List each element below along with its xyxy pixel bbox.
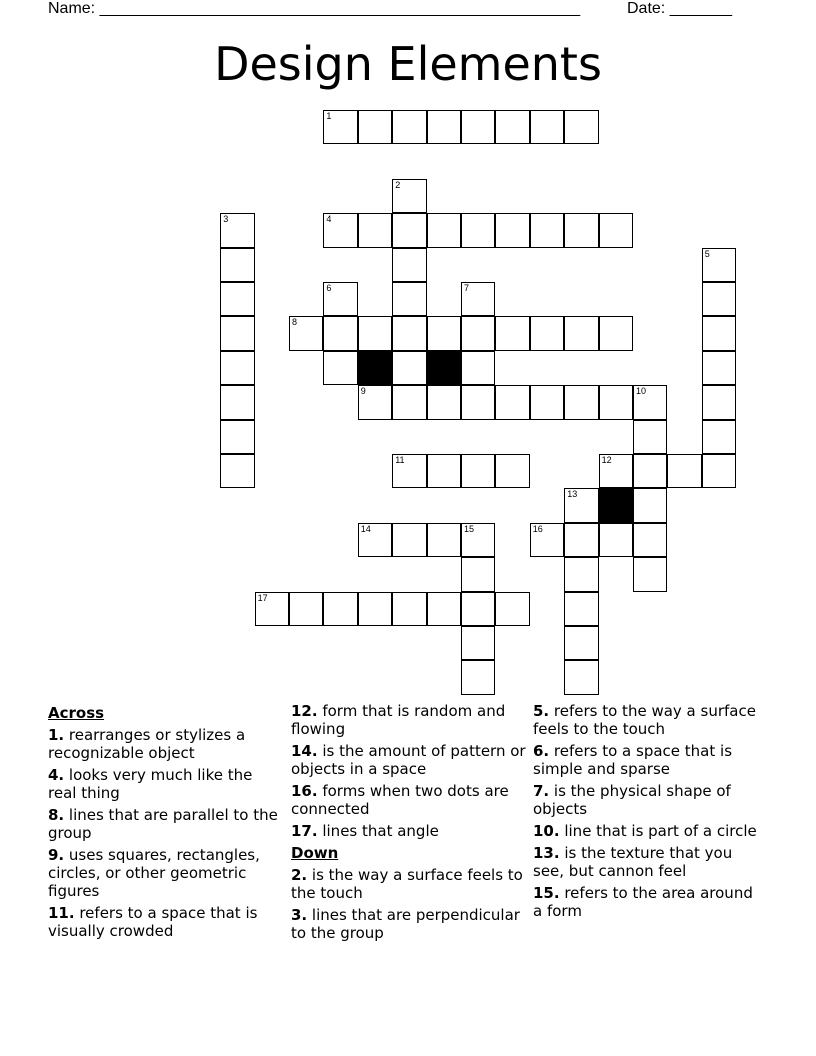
grid-cell[interactable]	[564, 592, 598, 626]
grid-cell[interactable]	[461, 454, 495, 488]
grid-cell[interactable]	[427, 592, 461, 626]
clue-item-text: looks very much like the real thing	[48, 766, 253, 802]
grid-cell[interactable]	[323, 213, 357, 247]
page-title: Design Elements	[214, 37, 602, 91]
clue-item-text: lines that angle	[317, 822, 439, 840]
clue-number: 6	[326, 283, 332, 293]
grid-cell[interactable]	[358, 385, 392, 419]
grid-cell[interactable]	[564, 626, 598, 660]
clue-item	[533, 742, 761, 778]
clue-number: 9	[360, 386, 366, 397]
clue-item-number: 1.	[48, 726, 65, 744]
grid-cell[interactable]	[564, 660, 598, 694]
clue-number: 15	[464, 523, 475, 534]
clue-item	[48, 726, 283, 762]
grid-cell[interactable]	[358, 592, 392, 626]
grid-cell[interactable]	[358, 110, 392, 144]
grid-cell[interactable]	[495, 385, 529, 419]
clue-item-number: 8.	[48, 806, 65, 824]
grid-cell[interactable]	[495, 213, 529, 247]
grid-cell[interactable]	[461, 557, 495, 591]
grid-cell[interactable]	[289, 592, 323, 626]
black-cell	[427, 351, 461, 385]
clues-column-1	[48, 702, 283, 944]
grid-cell[interactable]	[564, 488, 598, 522]
clue-item-text: refers to a space that is simple and sparse	[533, 742, 733, 778]
clue-number: 3	[223, 214, 229, 225]
grid-cell[interactable]	[358, 523, 392, 557]
clue-item	[48, 806, 283, 842]
grid-cell[interactable]	[392, 110, 426, 144]
clue-number: 7	[464, 283, 470, 293]
clue-item-number: 7.	[533, 782, 550, 800]
grid-cell[interactable]	[427, 523, 461, 557]
grid-cell[interactable]	[220, 454, 254, 488]
clue-item-text: is the physical shape of objects	[533, 782, 731, 818]
grid-cell[interactable]	[702, 420, 736, 454]
clue-item-number: 17.	[291, 822, 318, 840]
clue-item	[533, 822, 761, 840]
clue-item-number: 4.	[48, 766, 65, 784]
grid-cell[interactable]	[495, 592, 529, 626]
grid-cell[interactable]	[427, 454, 461, 488]
clue-item-text: is the way a surface feels to the touch	[291, 866, 523, 902]
grid-cell[interactable]	[220, 420, 254, 454]
grid-cell[interactable]	[633, 454, 667, 488]
clue-item-text: line that is part of a circle	[559, 822, 757, 840]
grid-cell[interactable]	[702, 351, 736, 385]
clue-item-text: refers to the way a surface feels to the touch	[533, 702, 756, 738]
clue-item-number: 3.	[291, 906, 308, 924]
across-heading: Across	[48, 704, 105, 722]
grid-cell[interactable]	[530, 316, 564, 350]
across-clue-list-continued	[291, 702, 529, 840]
grid-cell[interactable]	[461, 385, 495, 419]
grid-cell[interactable]	[461, 351, 495, 385]
grid-cell[interactable]	[323, 351, 357, 385]
grid-cell[interactable]	[530, 213, 564, 247]
clue-item	[48, 766, 283, 802]
grid-cell[interactable]	[392, 592, 426, 626]
grid-cell[interactable]	[392, 213, 426, 247]
grid-cell[interactable]	[599, 385, 633, 419]
clue-item	[291, 822, 529, 840]
clue-number: 1	[326, 111, 332, 121]
grid-cell[interactable]	[461, 316, 495, 350]
grid-cell[interactable]	[633, 523, 667, 557]
grid-cell[interactable]	[220, 351, 254, 385]
grid-cell[interactable]	[599, 523, 633, 557]
grid-cell[interactable]	[461, 592, 495, 626]
black-cell	[358, 351, 392, 385]
grid-cell[interactable]	[392, 248, 426, 282]
grid-cell[interactable]	[599, 454, 633, 488]
clue-item-text: uses squares, rectangles, circles, or other geometric figures	[48, 846, 260, 900]
clues-column-2	[291, 702, 529, 946]
grid-cell[interactable]	[495, 316, 529, 350]
clue-item-number: 11.	[48, 904, 75, 922]
clue-item-number: 15.	[533, 884, 560, 902]
grid-cell[interactable]	[702, 385, 736, 419]
grid-cell[interactable]	[392, 179, 426, 213]
clue-item	[533, 782, 761, 818]
grid-cell[interactable]	[599, 316, 633, 350]
grid-cell[interactable]	[427, 316, 461, 350]
clue-item	[291, 782, 529, 818]
grid-cell[interactable]	[564, 110, 598, 144]
down-clue-list-continued	[533, 702, 761, 920]
clue-number: 11	[395, 455, 405, 465]
clue-item-text: is the texture that you see, but cannon feel	[533, 844, 733, 880]
clue-item-number: 13.	[533, 844, 560, 862]
clue-item-number: 16.	[291, 782, 318, 800]
grid-cell[interactable]	[220, 248, 254, 282]
grid-cell[interactable]	[564, 557, 598, 591]
clues-column-3	[533, 702, 761, 924]
grid-cell[interactable]	[702, 282, 736, 316]
grid-cell[interactable]	[323, 592, 357, 626]
grid-cell[interactable]	[220, 282, 254, 316]
grid-cell[interactable]	[392, 316, 426, 350]
grid-cell[interactable]	[461, 660, 495, 694]
clue-number: 5	[704, 248, 710, 259]
clue-item-number: 9.	[48, 846, 65, 864]
clue-item	[533, 844, 761, 880]
grid-cell[interactable]	[427, 213, 461, 247]
grid-cell[interactable]	[530, 110, 564, 144]
name-field[interactable]: Name: ______________________________________________________	[48, 0, 581, 17]
clue-item-text: is the amount of pattern or objects in a space	[291, 742, 526, 778]
clue-item-number: 6.	[533, 742, 550, 760]
grid-cell[interactable]	[392, 385, 426, 419]
clue-item-text: forms when two dots are connected	[291, 782, 509, 818]
grid-cell[interactable]	[323, 110, 357, 144]
clue-item	[291, 866, 529, 902]
grid-cell[interactable]	[495, 110, 529, 144]
grid-cell[interactable]	[461, 110, 495, 144]
clue-item	[533, 884, 761, 920]
clue-number: 4	[326, 214, 332, 225]
clue-item-number: 10.	[533, 822, 560, 840]
grid-cell[interactable]	[461, 213, 495, 247]
clue-item-text: refers to the area around a form	[533, 884, 753, 920]
clue-item-number: 5.	[533, 702, 550, 720]
grid-cell[interactable]	[495, 454, 529, 488]
clue-item-number: 12.	[291, 702, 318, 720]
grid-cell[interactable]	[323, 282, 357, 316]
down-clue-list	[291, 866, 529, 942]
clue-item	[291, 702, 529, 738]
clue-number: 13	[567, 489, 578, 500]
grid-cell[interactable]	[564, 523, 598, 557]
grid-cell[interactable]	[633, 420, 667, 454]
grid-cell[interactable]	[530, 523, 564, 557]
grid-cell[interactable]	[702, 316, 736, 350]
grid-cell[interactable]	[702, 248, 736, 282]
clue-item-number: 14.	[291, 742, 318, 760]
grid-cell[interactable]	[220, 316, 254, 350]
clue-item	[291, 906, 529, 942]
grid-cell[interactable]	[427, 385, 461, 419]
grid-cell[interactable]	[220, 385, 254, 419]
clue-number: 8	[292, 317, 298, 328]
across-clue-list	[48, 726, 283, 940]
grid-cell[interactable]	[633, 557, 667, 591]
grid-cell[interactable]	[667, 454, 701, 488]
clue-number: 17	[257, 592, 268, 603]
grid-cell[interactable]	[564, 316, 598, 350]
grid-cell[interactable]	[289, 316, 323, 350]
black-cell	[599, 488, 633, 522]
grid-cell[interactable]	[392, 454, 426, 488]
grid-cell[interactable]	[530, 385, 564, 419]
grid-cell[interactable]	[220, 213, 254, 247]
clue-item-text: lines that are perpendicular to the group	[291, 906, 520, 942]
grid-cell[interactable]	[255, 592, 289, 626]
date-field[interactable]: Date: _______	[627, 0, 732, 17]
grid-cell[interactable]	[323, 316, 357, 350]
clue-item	[291, 742, 529, 778]
grid-cell[interactable]	[427, 110, 461, 144]
grid-cell[interactable]	[564, 385, 598, 419]
grid-cell[interactable]	[392, 351, 426, 385]
clue-item	[533, 702, 761, 738]
clue-item	[48, 846, 283, 900]
clue-item	[48, 904, 283, 940]
grid-cell[interactable]	[358, 316, 392, 350]
grid-cell[interactable]	[461, 626, 495, 660]
clue-item-text: rearranges or stylizes a recognizable object	[48, 726, 246, 762]
grid-cell[interactable]	[392, 282, 426, 316]
clue-number: 12	[601, 455, 612, 465]
grid-cell[interactable]	[702, 454, 736, 488]
grid-cell[interactable]	[564, 213, 598, 247]
grid-cell[interactable]	[461, 523, 495, 557]
grid-cell[interactable]	[461, 282, 495, 316]
clue-item-number: 2.	[291, 866, 308, 884]
grid-cell[interactable]	[633, 488, 667, 522]
clue-item-text: form that is random and flowing	[291, 702, 506, 738]
clue-number: 16	[532, 523, 543, 534]
clue-number: 14	[360, 523, 371, 534]
clue-item-text: lines that are parallel to the group	[48, 806, 278, 842]
down-heading: Down	[291, 844, 339, 862]
grid-cell[interactable]	[358, 213, 392, 247]
clue-item-text: refers to a space that is visually crowded	[48, 904, 258, 940]
clue-number: 2	[395, 179, 401, 190]
grid-cell[interactable]	[599, 213, 633, 247]
grid-cell[interactable]	[392, 523, 426, 557]
clue-number: 10	[636, 386, 647, 397]
grid-cell[interactable]	[633, 385, 667, 419]
